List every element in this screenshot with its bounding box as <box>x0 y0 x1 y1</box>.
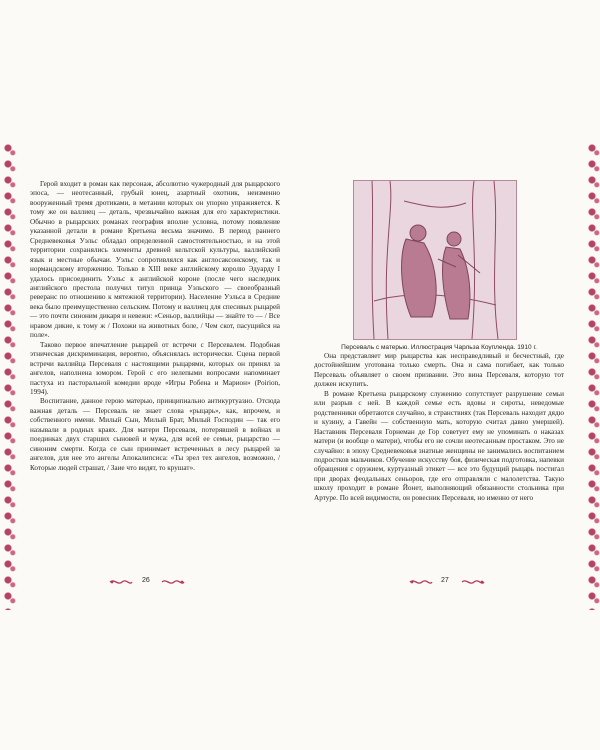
right-ornament-left-icon <box>408 574 434 584</box>
right-paragraph-1: Она представляет мир рыцарства как несправедливый и бесчестный, где достойнейшим уготована только смерть. Она и сама погибает, как только Персеваль объявляет о своем призвании. Это вина Персеваля, которую тот должен искупить. <box>314 352 564 389</box>
right-floral-border <box>584 140 600 610</box>
page-number-left: 26 <box>142 577 150 584</box>
illustration-caption: Персеваль с матерью. Иллюстрация Чарльза Коупленда. 1910 г. <box>341 344 537 351</box>
right-page-text <box>314 352 564 503</box>
illustration-frame <box>353 180 517 340</box>
left-ornament-left-icon <box>108 574 134 584</box>
left-paragraph-1: Герой входит в роман как персонаж, абсолютно чужеродный для рыцарского эпоса, — неотесанный, грубый юнец, азартный охотник, неизменно вооруженный тремя дротиками, в метании которых он упорно упражняется. К тому же он валлиец — деталь, чрезвычайно важная для его характеристики. Обычно в рыцарских романах география вполне условна, потому появление указанной детали в романе Кретьена весьма значимо. В период раннего Средневековья Уэльс обладал определенной самостоятельностью, и на этой территории сохранялись элементы древней кельтской культуры, валлийский язык и местные обычаи. Уэльс сопротивлялся как англосаксонскому, так и нормандскому вторжению. Только в XIII веке английскому королю Эдуарду I удалось присоединить Уэльс к английской короне (после чего наследник английского престола получил титул принца Уэльского — своеобразный реверанс по отношению к мятежной территории). Население Уэльса в Средние века было преимущественно сельским. Потому и валлиец для спесивых рыцарей — это почти синоним дикаря и невежи: «Сеньор, валлийцы — знайте то — / Все нравом дикие, к тому ж / Похожи на животных боле, / Чем скот, пасущийся на поле». <box>30 180 280 340</box>
left-paragraph-2: Таково первое впечатление рыцарей от встречи с Персевалем. Подобная этническая дискриминация, вероятно, объяснялась исторически. Сцена первой встречи валлийца Персеваля с настоящими рыцарями, которых он принял за ангелов, наполнена юмором. Герой с его нелепыми вопросами напоминает пастуха из пасторальной комедии вроде «Игры Робена и Марион» (Poirion, 1994). <box>30 340 280 396</box>
page-number-right: 27 <box>441 577 449 584</box>
illustration-image <box>354 181 516 339</box>
left-page-text <box>30 180 280 473</box>
left-paragraph-3: Воспитание, данное герою матерью, принципиально антикуртуазно. Отсюда важная деталь — Персеваль не знает слова «рыцарь», как, впрочем, и собственного имени. Милый Сын, Милый Брат, Милый Господин — так его называли в родных краях. Для матери Персеваля, потерявшей в войнах и поединках двух старших сыновей и мужа, для всей ее семьи, рыцарство — синоним смерти. Когда се сын принимает встреченных в лесу рыцарей за ангелов, для нее это ангелы Апокалипсиса: «Ты зрел тех ангелов, возможно, / Которые людей страшат, / Заие что видят, то крушат». <box>30 397 280 472</box>
left-ornament-right-icon <box>160 574 186 584</box>
right-paragraph-2: В романе Кретьена рыцарскому служению сопутствует разрушение семьи или разрыв с ней. В каждой семье есть вдовы и сироты, неведомые родственники обретаются случайно, в странствиях (так Персеваль находит дядю и кузину, а Гавейн — собственную мать, которую считал давно умершей). Наставник Персеваля Горнеман де Гор советует ему не упоминать о наказах матери (и вообще о матери), чтобы его не сочли неотесанным простаком. Это не случайно: в эпоху Средневековья знатные женщины не занимались воспитанием подростков мальчиков. Обучение искусству боя, физическая подготовка, напевки обращения с оружием, куртуазный этикет — все это будущий рыцарь постигал при дворах феодальных сеньоров, где его отправляли с малолетства. Такую школу проходит в романе Йонет, выполняющий обязанности стольника при Артуре. По всей видимости, он ровесник Персеваля, но именно от него <box>314 389 564 502</box>
right-ornament-right-icon <box>460 574 486 584</box>
left-floral-border <box>0 140 16 610</box>
